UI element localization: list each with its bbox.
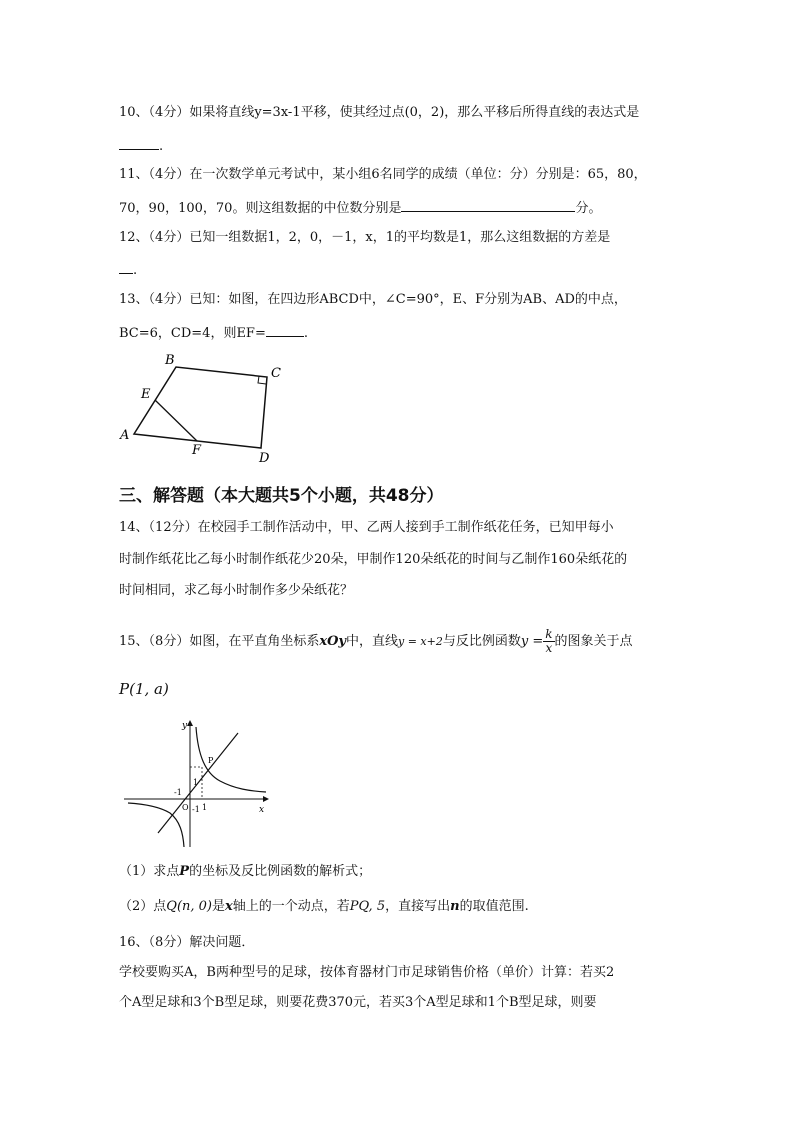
- q15-sub2-x: x: [225, 899, 233, 914]
- q15-sub2-mid2: 轴上的一个动点，若: [232, 899, 350, 914]
- q15-sub2-mid: 是: [212, 899, 226, 914]
- q15-sub2-q: Q(n, 0): [166, 899, 212, 914]
- q15-sub2-mid3: ，直接写出: [385, 899, 451, 914]
- q15-xoy: xOy: [319, 634, 346, 649]
- label-c: C: [271, 366, 281, 381]
- q12-line2: [119, 260, 137, 280]
- quadrilateral-abcd: [134, 367, 267, 448]
- q10-line2-end: .: [159, 139, 164, 154]
- q15-sub2: [119, 898, 529, 916]
- q15-mid2: 与反比例函数: [442, 634, 521, 649]
- q13-answer-blank: [266, 323, 304, 337]
- x-tick-1: 1: [202, 803, 208, 812]
- label-a: A: [120, 428, 130, 443]
- q16-line3: 个A型足球和3个B型足球，则要花费370元，若买3个A型足球和1个B型足球，则要: [119, 995, 597, 1010]
- quadrilateral-figure: [115, 350, 290, 465]
- y-axis-label: y: [182, 721, 188, 731]
- q15-sub1-p: P: [179, 864, 190, 879]
- q15-point: P(1, a): [119, 680, 169, 698]
- q10-line2: [119, 136, 163, 156]
- q15-sub2-start: （2）点: [119, 899, 167, 914]
- q15-sub2-rest: 的取值范围.: [459, 899, 529, 914]
- label-b: B: [165, 353, 175, 368]
- q15-suffix: 的图象关于点: [554, 634, 633, 649]
- x-axis-label: x: [259, 805, 265, 815]
- q13-line1: 13、（4分）已知：如图，在四边形ABCD中，∠C=90°，E、F分别为AB、AD的中点，: [119, 292, 627, 307]
- q15-sub2-pq: PQ, 5: [349, 899, 386, 914]
- q10-line1: 10、（4分）如果将直线y=3x-1平移，使其经过点(0，2)，那么平移后所得直线的表达式是: [119, 105, 640, 120]
- q16-line2: 学校要购买A，B两种型号的足球，按体育器材门市足球销售价格（单价）计算：若买2: [119, 965, 615, 980]
- q15-sub1-rest: 的坐标及反比例函数的解析式；: [189, 864, 372, 879]
- q11-line1: 11、（4分）在一次数学单元考试中，某小组6名同学的成绩（单位：分）分别是：65，80，: [119, 167, 647, 182]
- hyperbola-branch-1: [196, 727, 266, 792]
- segment-ef: [155, 400, 197, 441]
- q11-line2: [119, 198, 601, 218]
- q15-sub1: [119, 863, 371, 881]
- label-e: E: [141, 387, 151, 402]
- label-d: D: [259, 451, 270, 465]
- q13-line2-start: BC=6，CD=4，则EF=: [119, 326, 266, 341]
- q15-prefix: 15、（8分）如图，在平直角坐标系: [119, 634, 320, 649]
- q15-fraction: [543, 628, 554, 655]
- hyperbola-branch-2: [128, 803, 184, 847]
- q15-line1: [119, 628, 633, 655]
- q11-answer-blank: [401, 198, 575, 212]
- q10-answer-blank: [119, 136, 159, 150]
- q15-frac-denominator: x: [545, 641, 553, 655]
- q14-line3: 时间相同，求乙每小时制作多少朵纸花？: [119, 583, 354, 598]
- q14-line1: 14、（12分）在校园手工制作活动中，甲、乙两人接到手工制作纸花任务，已知甲每小: [119, 520, 614, 535]
- q12-answer-blank: [119, 260, 133, 274]
- q13-line2-end: .: [303, 326, 308, 341]
- q14-line2: 时制作纸花比乙每小时制作纸花少20朵，甲制作120朵纸花的时间与乙制作160朵纸花的: [119, 552, 628, 567]
- q15-line-equation: y = x+2: [397, 635, 443, 648]
- q15-mid1: 中，直线: [345, 634, 398, 649]
- origin-label: O: [182, 803, 189, 812]
- q15-sub1-start: （1）求点: [119, 864, 180, 879]
- q12-line2-end: .: [133, 263, 138, 278]
- point-p-label: P: [208, 756, 214, 765]
- q15-y-equals: y =: [520, 634, 544, 649]
- y-tick-neg1: -1: [192, 805, 200, 814]
- label-f: F: [192, 443, 202, 458]
- x-tick-neg1: -1: [174, 788, 182, 797]
- q11-line2-end: 分。: [575, 201, 602, 216]
- q15-frac-numerator: k: [545, 627, 553, 641]
- section-title: 三、解答题（本大题共5个小题，共48分）: [119, 486, 444, 506]
- y-tick-1: 1: [193, 778, 199, 787]
- q11-line2-start: 70，90，100，70。则这组数据的中位数分别是: [119, 201, 402, 216]
- q12-line1: 12、（4分）已知一组数据1，2，0，－1，x，1的平均数是1，那么这组数据的方差是: [119, 230, 611, 245]
- q13-line2: [119, 323, 308, 343]
- q15-sub2-n: n: [450, 899, 460, 914]
- q16-line1: 16、（8分）解决问题．: [119, 935, 255, 950]
- coordinate-graph: [120, 715, 280, 850]
